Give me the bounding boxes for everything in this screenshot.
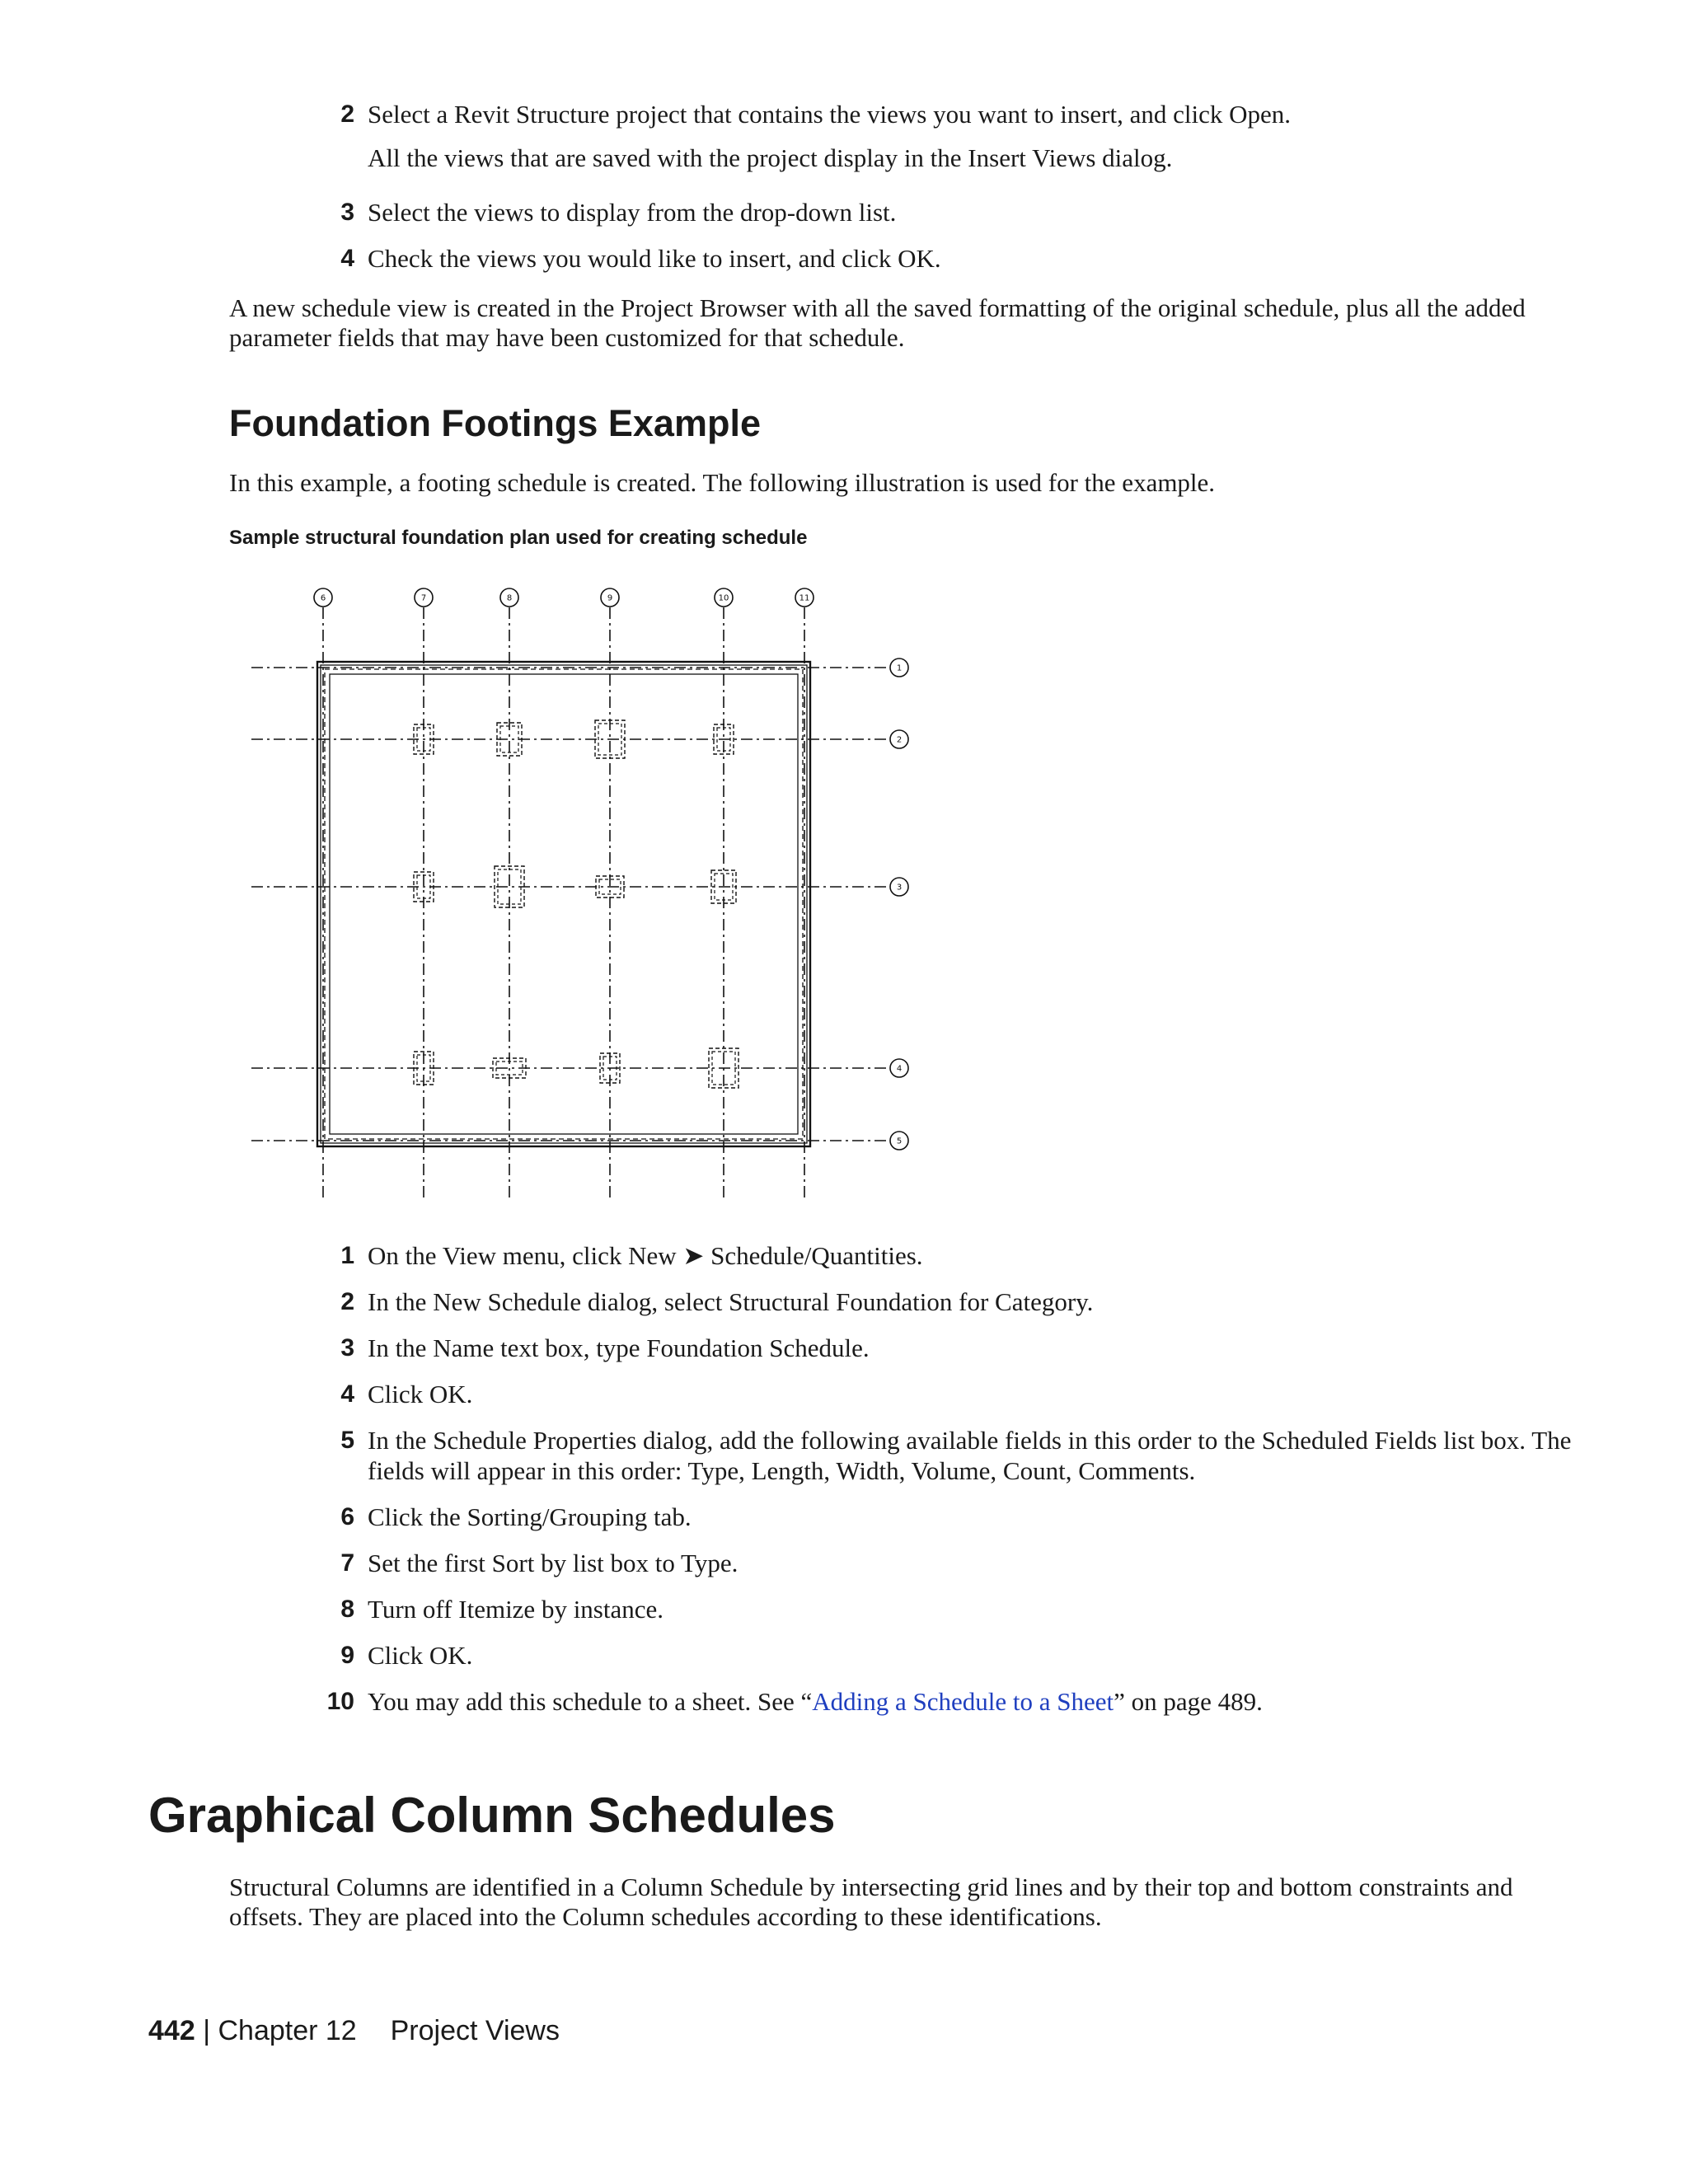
- perimeter-wall-face: [321, 665, 807, 1143]
- step-9: [340, 1640, 1587, 1671]
- step-7: [340, 1548, 1587, 1578]
- step-10: [326, 1686, 1587, 1717]
- grid-label-11: 11: [799, 593, 810, 603]
- grid-label-8: 8: [506, 593, 513, 603]
- step-1: [340, 1240, 1587, 1271]
- grid-label-3: 3: [896, 883, 903, 893]
- chapter-title: Project Views: [390, 2015, 560, 2046]
- step-number: 9: [340, 1642, 354, 1669]
- page-footer: [148, 2014, 560, 2047]
- grid-label-2: 2: [896, 735, 903, 745]
- step-text: Check the views you would like to insert, and click OK.: [368, 244, 941, 273]
- step-number: 10: [326, 1688, 354, 1715]
- step-text: In the Schedule Properties dialog, add the following available fields in this order to the Scheduled Fields list box. The fields will appear in this order: Type, Length, Width, Volume, Count, Comments.: [368, 1426, 1572, 1485]
- step-5: [340, 1425, 1587, 1486]
- step-number: 2: [340, 101, 354, 128]
- step-2: [340, 1286, 1587, 1317]
- step-6: [340, 1502, 1587, 1532]
- grid-label-4: 4: [896, 1064, 903, 1074]
- step-text: Turn off Itemize by instance.: [368, 1595, 664, 1624]
- step-text: Select a Revit Structure project that contains the views you want to insert, and click Open.: [368, 100, 1291, 129]
- foundation-plan-drawing: [247, 585, 923, 1212]
- chapter-label: Chapter 12: [218, 2015, 357, 2046]
- section-intro: In this example, a footing schedule is created. The following illustration is used for the example.: [229, 468, 1216, 497]
- step-text-after: ” on page 489.: [1114, 1687, 1263, 1716]
- step-text: In the New Schedule dialog, select Structural Foundation for Category.: [368, 1287, 1094, 1316]
- step-number: 5: [340, 1427, 354, 1454]
- section-heading: Foundation Footings Example: [229, 402, 761, 444]
- figure-caption: Sample structural foundation plan used for creating schedule: [229, 527, 808, 549]
- closing-paragraph: Structural Columns are identified in a Column Schedule by intersecting grid lines and by their top and bottom constraints and offsets. They are placed into the Column schedules according to these identifications.: [229, 1872, 1513, 1931]
- step-number: 4: [340, 245, 354, 272]
- step-number: 2: [340, 1288, 354, 1315]
- step-text-before: You may add this schedule to a sheet. See “: [368, 1687, 813, 1716]
- perimeter-wall-outer: [317, 662, 810, 1146]
- step-number: 7: [340, 1549, 354, 1577]
- step-text: Set the first Sort by list box to Type.: [368, 1549, 738, 1577]
- step-number: 6: [340, 1503, 354, 1530]
- grid-label-7: 7: [420, 593, 427, 603]
- step-text: In the Name text box, type Foundation Schedule.: [368, 1333, 870, 1362]
- top-step-4: [340, 243, 1587, 274]
- step-text: [368, 1686, 1587, 1717]
- foundation-plan-figure: [247, 585, 923, 1212]
- step-text: Click the Sorting/Grouping tab.: [368, 1502, 692, 1531]
- step-number: 3: [340, 1334, 354, 1361]
- step-8: [340, 1594, 1587, 1624]
- perimeter-wall-inner: [330, 674, 798, 1134]
- main-heading: Graphical Column Schedules: [148, 1788, 836, 1843]
- footer-separator: |: [203, 2015, 211, 2046]
- grid-label-1: 1: [896, 663, 903, 673]
- step-number: 1: [340, 1242, 354, 1269]
- grid-label-9: 9: [607, 593, 613, 603]
- page-number: 442: [148, 2015, 195, 2046]
- step-text: Click OK.: [368, 1641, 473, 1670]
- step-3: [340, 1333, 1587, 1363]
- step-text: On the View menu, click New ➤ Schedule/Quantities.: [368, 1241, 923, 1270]
- grid-label-10: 10: [718, 593, 729, 603]
- step-4: [340, 1379, 1587, 1409]
- grid-label-6: 6: [320, 593, 326, 603]
- step-number: 4: [340, 1380, 354, 1408]
- step-text: Click OK.: [368, 1380, 473, 1408]
- step-result-text: All the views that are saved with the project display in the Insert Views dialog.: [368, 143, 1173, 172]
- adding-schedule-link[interactable]: Adding a Schedule to a Sheet: [812, 1687, 1114, 1716]
- intro-paragraph: A new schedule view is created in the Project Browser with all the saved formatting of the original schedule, plus all the added parameter fields that may have been customized for that schedule.: [229, 293, 1526, 352]
- step-number: 8: [340, 1596, 354, 1623]
- top-step-3: [340, 197, 1587, 227]
- step-text: Select the views to display from the drop-down list.: [368, 198, 897, 227]
- top-step-2: [340, 99, 1587, 173]
- step-number: 3: [340, 199, 354, 226]
- grid-label-5: 5: [896, 1137, 903, 1146]
